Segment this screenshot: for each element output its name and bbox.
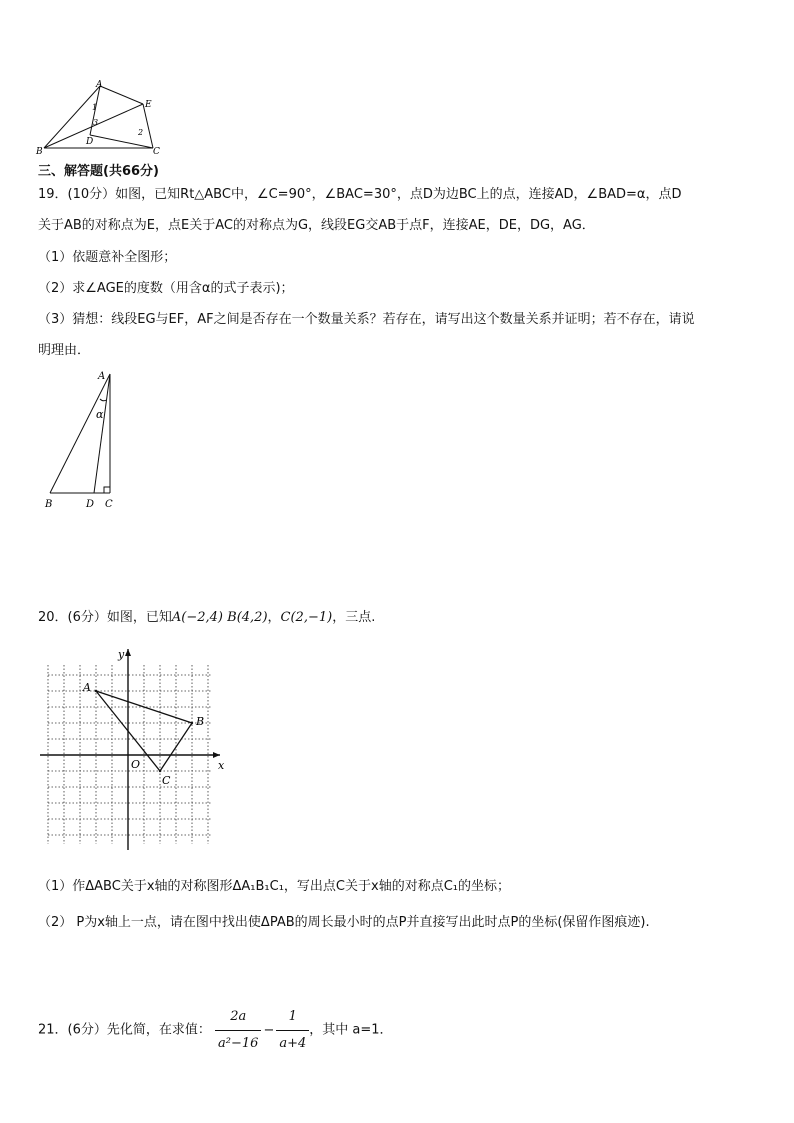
triangle-abc bbox=[96, 691, 192, 771]
q18-label-c: C bbox=[153, 147, 160, 156]
q18-label-angle2: 2 bbox=[138, 128, 144, 137]
x-axis-arrow bbox=[213, 752, 220, 758]
q21-fraction-1 bbox=[215, 1006, 261, 1055]
q21-suffix: ，其中 a=1． bbox=[309, 1022, 393, 1038]
q21-prefix: 21．(6分）先化简，在求值： bbox=[38, 1022, 211, 1038]
q21-frac1-denominator: a²−16 bbox=[218, 1036, 259, 1051]
q19-stem-line2: 关于AB的对称点为E，点E关于AC的对称点为G，线段EG交AB于点F，连接AE，DE，DG，AG． bbox=[38, 218, 595, 233]
q18-label-a: A bbox=[96, 80, 103, 90]
origin-label: O bbox=[131, 758, 141, 771]
section-title: 三、解答题(共66分) bbox=[38, 164, 159, 179]
q19-segment-ab bbox=[50, 374, 110, 493]
q18-segment-ae bbox=[100, 86, 143, 104]
q20-point-c: C(2,−1) bbox=[280, 610, 333, 625]
q18-label-b: B bbox=[36, 147, 43, 156]
q20-suffix: ，三点. bbox=[332, 610, 376, 625]
q19-stem-line1: 19．(10分）如图，已知Rt△ABC中，∠C=90°，∠BAC=30°，点D为边BC上的点，连接AD，∠BAD=α，点D bbox=[38, 187, 682, 202]
q18-label-d: D bbox=[86, 137, 94, 147]
q21-frac2-numerator: 1 bbox=[276, 1006, 309, 1031]
q20-part2: （2） P为x轴上一点，请在图中找出使ΔPAB的周长最小时的点P并直接写出此时点P的坐标(保留作图痕迹). bbox=[38, 915, 650, 930]
q20-coordinate-grid bbox=[38, 645, 238, 850]
q18-segment-dc bbox=[90, 135, 153, 148]
q21-frac1-numerator: 2a bbox=[215, 1006, 261, 1031]
q21-minus: − bbox=[263, 1022, 275, 1038]
q20-prefix: 20．(6分）如图，已知 bbox=[38, 610, 172, 625]
point-label-a: A bbox=[83, 681, 91, 694]
q19-right-angle-mark bbox=[104, 487, 110, 493]
q20-stem bbox=[38, 609, 375, 627]
point-c bbox=[159, 770, 161, 772]
q20-part1: （1）作ΔABC关于x轴的对称图形ΔA₁B₁C₁，写出点C关于x轴的对称点C₁的坐标； bbox=[38, 879, 510, 894]
q19-part2: （2）求∠AGE的度数（用含α的式子表示)； bbox=[38, 281, 294, 296]
q18-label-angle1: 1 bbox=[92, 103, 98, 112]
q21-fraction-2 bbox=[276, 1006, 309, 1055]
point-label-c: C bbox=[162, 774, 171, 787]
q19-label-c: C bbox=[105, 499, 113, 510]
q19-label-d: D bbox=[86, 499, 95, 510]
q19-alpha-arc bbox=[100, 399, 107, 401]
point-b bbox=[191, 722, 193, 724]
q19-figure bbox=[38, 366, 128, 516]
q19-label-alpha: α bbox=[96, 408, 104, 421]
q19-part1: （1）依题意补全图形； bbox=[38, 250, 177, 265]
q19-label-a: A bbox=[98, 371, 106, 382]
q19-label-b: B bbox=[45, 499, 53, 510]
point-label-b: B bbox=[196, 715, 205, 728]
q20-point-a: A(−2,4) bbox=[171, 610, 223, 625]
y-axis-label: y bbox=[118, 648, 125, 661]
q21-stem bbox=[38, 1006, 393, 1055]
q21-frac2-denominator: a+4 bbox=[279, 1036, 307, 1051]
point-a bbox=[95, 690, 97, 692]
q19-part3-line2: 明理由． bbox=[38, 343, 91, 358]
q20-point-b: B(4,2) bbox=[227, 610, 268, 625]
q19-part3-line1: （3）猜想：线段EG与EF，AF之间是否存在一个数量关系？若存在，请写出这个数量关系并证明；若不存在，请说 bbox=[38, 312, 695, 327]
q18-figure bbox=[30, 78, 170, 156]
q19-segment-ad bbox=[94, 374, 110, 493]
x-axis-label: x bbox=[218, 759, 225, 772]
q18-label-angle3: 3 bbox=[93, 118, 99, 127]
q18-label-e: E bbox=[145, 100, 152, 110]
q20-separator: ， bbox=[267, 610, 281, 625]
q18-segment-ec bbox=[143, 104, 153, 148]
y-axis-arrow bbox=[125, 649, 131, 656]
